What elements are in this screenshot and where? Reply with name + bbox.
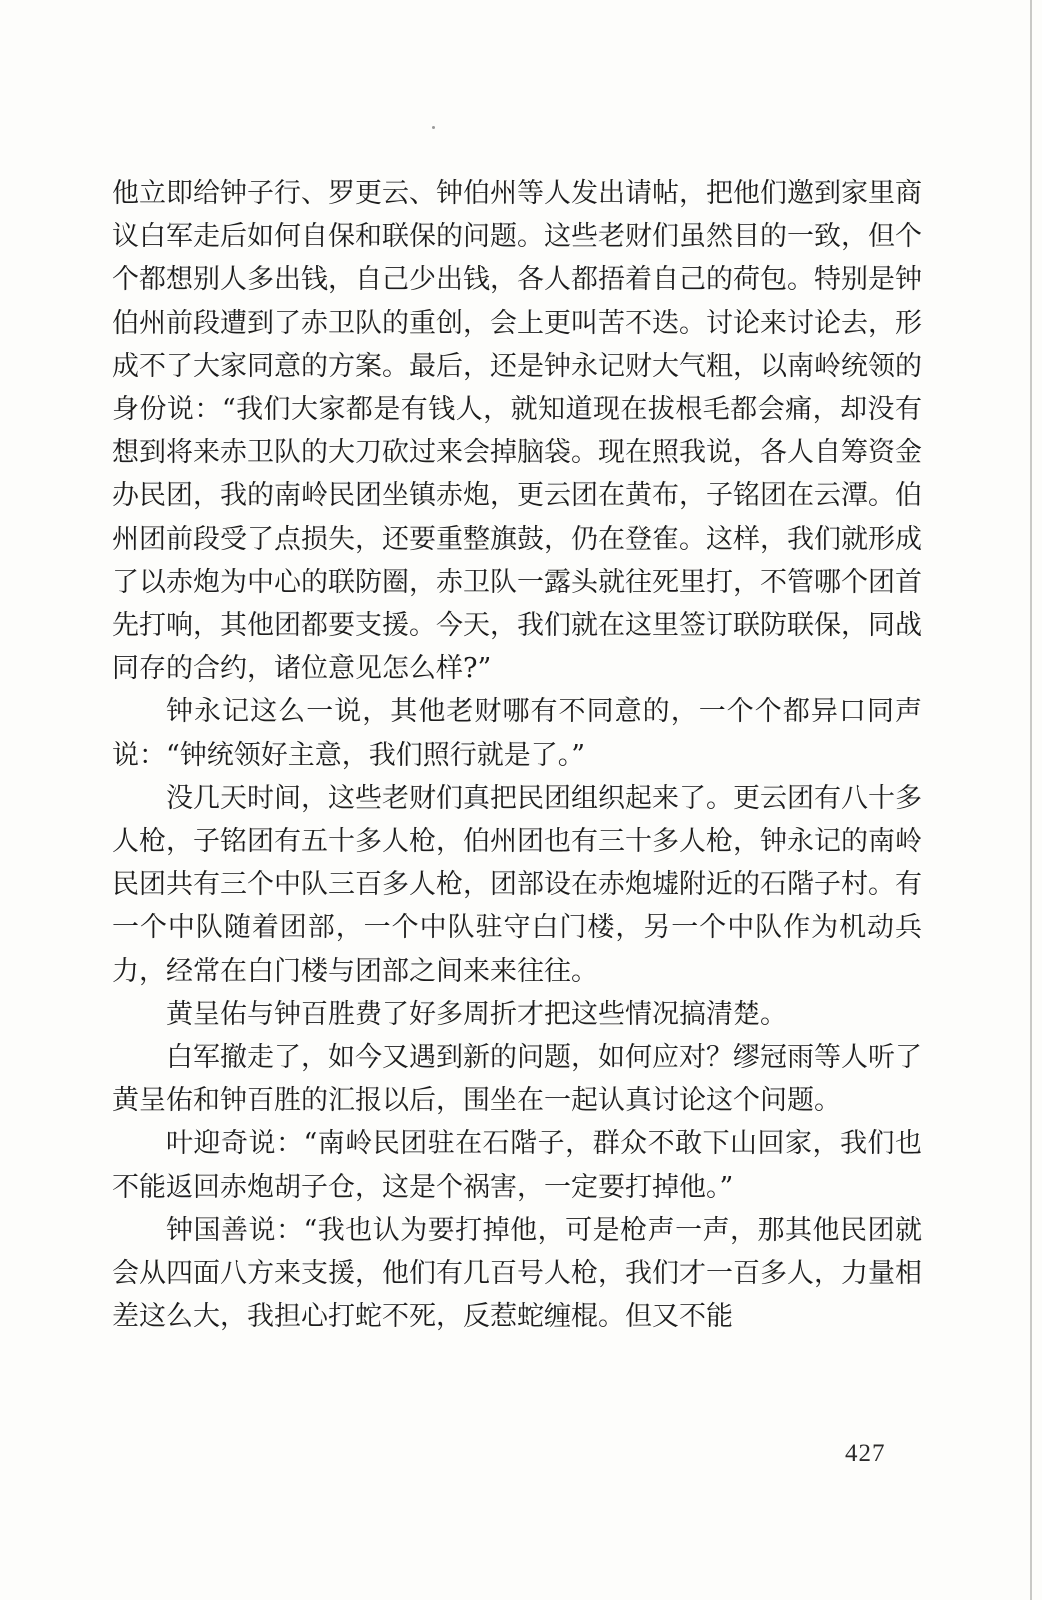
paragraph: 没几天时间，这些老财们真把民团组织起来了。更云团有八十多人枪，子铭团有五十多人枪，伯州团也有三十多人枪，钟永记的南岭民团共有三个中队三百多人枪，团部设在赤炮墟附近的石階子村。有一个中队随着团部，一个中队驻守白门楼，另一个中队作为机动兵力，经常在白门楼与团部之间来来往往。 [112,782,922,987]
paragraph-continued: 他立即给钟子行、罗更云、钟伯州等人发出请帖，把他们邀到家里商议白军走后如何自保和联保的问题。这些老财们虽然目的一致，但个个都想别人多出钱，自己少出钱，各人都捂着自己的荷包。特别是钟伯州前段遭到了赤卫队的重创，会上更叫苦不迭。讨论来讨论去，形成不了大家同意的方案。最后，还是钟永记财大气粗，以南岭统领的身份说：“我们大家都是有钱人，就知道现在拔根毛都会痛，却没有想到将来赤卫队的大刀砍过来会掉脑袋。现在照我说，各人自筹资金办民团，我的南岭民团坐镇赤炮，更云团在黄布，子铭团在云潭。伯州团前段受了点损失，还要重整旗鼓，仍在登隺。这样，我们就形成了以赤炮为中心的联防圈，赤卫队一露头就往死里打，不管哪个团首先打响，其他团都要支援。今天，我们就在这里签订联防联保，同战同存的合约，诸位意见怎么样?” [112,178,922,685]
page-number: 427 [845,1440,886,1467]
paragraph: 叶迎奇说：“南岭民团驻在石階子，群众不敢下山回家，我们也不能返回赤炮胡子仓，这是个祸害，一定要打掉他。” [112,1128,922,1203]
paragraph: 钟国善说：“我也认为要打掉他，可是枪声一声，那其他民团就会从四面八方来支援，他们有几百号人枪，我们才一百多人，力量相差这么大，我担心打蛇不死，反惹蛇缠棍。但又不能 [112,1214,922,1333]
paragraph: 黄呈佑与钟百胜费了好多周折才把这些情况搞清楚。 [166,998,787,1030]
page-edge-border [1030,0,1032,1600]
paragraph: 白军撤走了，如今又遇到新的问题，如何应对？缪冠雨等人听了黄呈佑和钟百胜的汇报以后，围坐在一起认真讨论这个问题。 [112,1042,922,1117]
body-text [112,172,922,1338]
scan-speck [432,126,435,129]
paragraph: 钟永记这么一说，其他老财哪有不同意的，一个个都异口同声说：“钟统领好主意，我们照行就是了。” [112,696,922,771]
